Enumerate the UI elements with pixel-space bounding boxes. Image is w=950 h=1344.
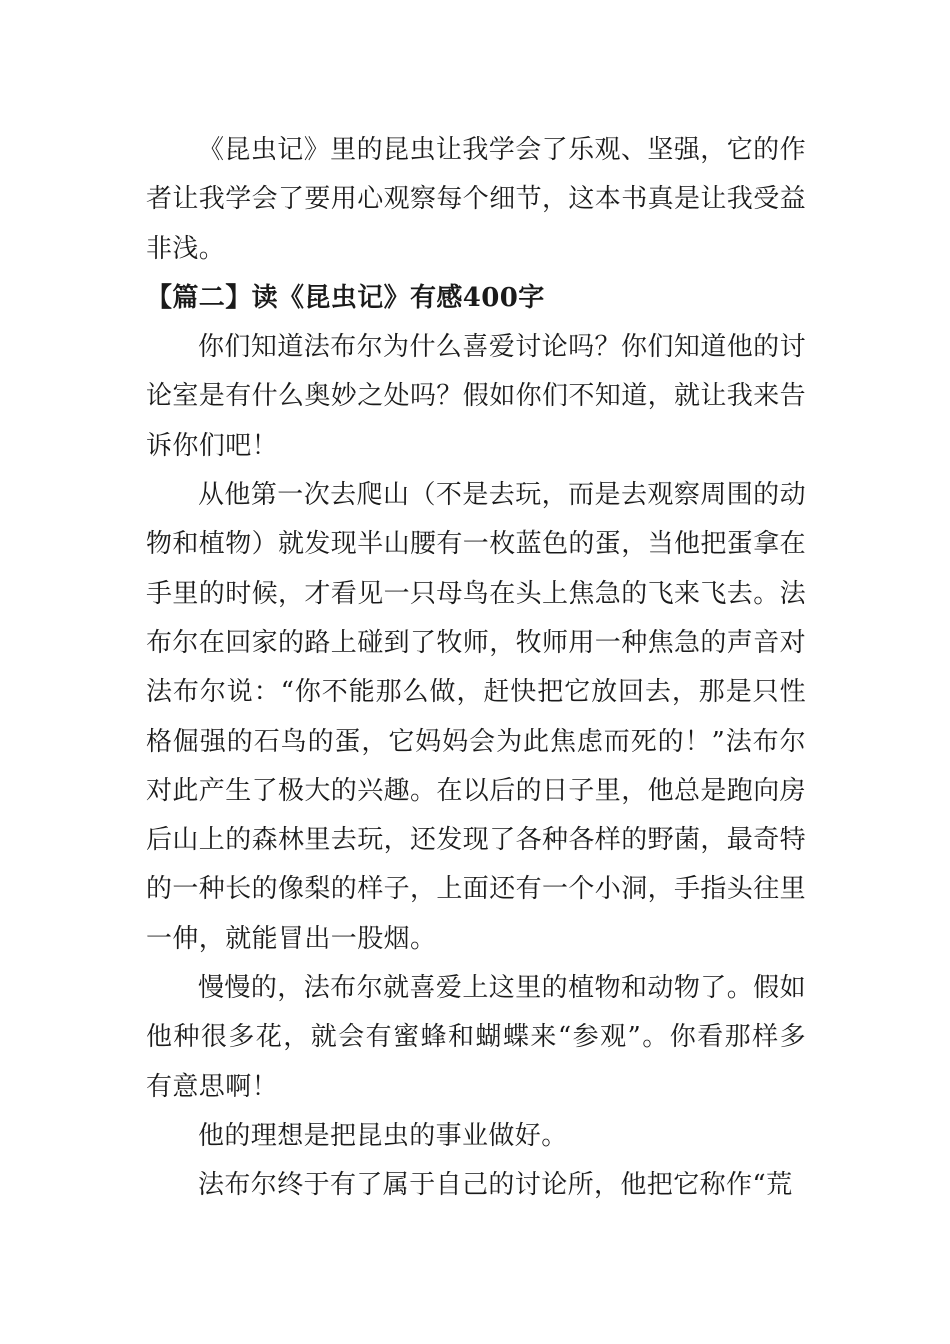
section-heading: 【篇二】读《昆虫记》有感400字 <box>146 282 545 313</box>
paragraph-question: 你们知道法布尔为什么喜爱讨论吗？你们知道他的讨论室是有什么奥妙之处吗？假如你们不知道，就让我来告诉你们吧！ <box>146 332 807 461</box>
paragraph-research-lab: 法布尔终于有了属于自己的讨论所，他把它称作“荒 <box>198 1170 793 1201</box>
paragraph-love-nature: 慢慢的，法布尔就喜爱上这里的植物和动物了。假如他种很多花，就会有蜜蜂和蝴蝶来“参观”。你看那样多有意思啊！ <box>146 973 806 1102</box>
paragraph-ideal: 他的理想是把昆虫的事业做好。 <box>198 1120 568 1151</box>
paragraph-intro-conclusion: 《昆虫记》里的昆虫让我学会了乐观、坚强，它的作者让我学会了要用心观察每个细节，这本书真是让我受益非浅。 <box>146 135 807 264</box>
paragraph-story: 从他第一次去爬山（不是去玩，而是去观察周围的动物和植物）就发现半山腰有一枚蓝色的蛋，当他把蛋拿在手里的时候，才看见一只母鸟在头上焦急的飞来飞去。法布尔在回家的路上碰到了牧师，牧师用一种焦急的声音对法布尔说：“你不能那么做，赶快把它放回去，那是只性格倔强的石鸟的蛋，它妈妈会为此焦虑而死的！”法布尔对此产生了极大的兴趣。在以后的日子里，他总是跑向房后山上的森林里去玩，还发现了各种各样的野菌，最奇特的一种长的像梨的样子，上面还有一个小洞，手指头往里一伸，就能冒出一股烟。 <box>146 480 807 954</box>
document-page <box>146 126 806 1211</box>
